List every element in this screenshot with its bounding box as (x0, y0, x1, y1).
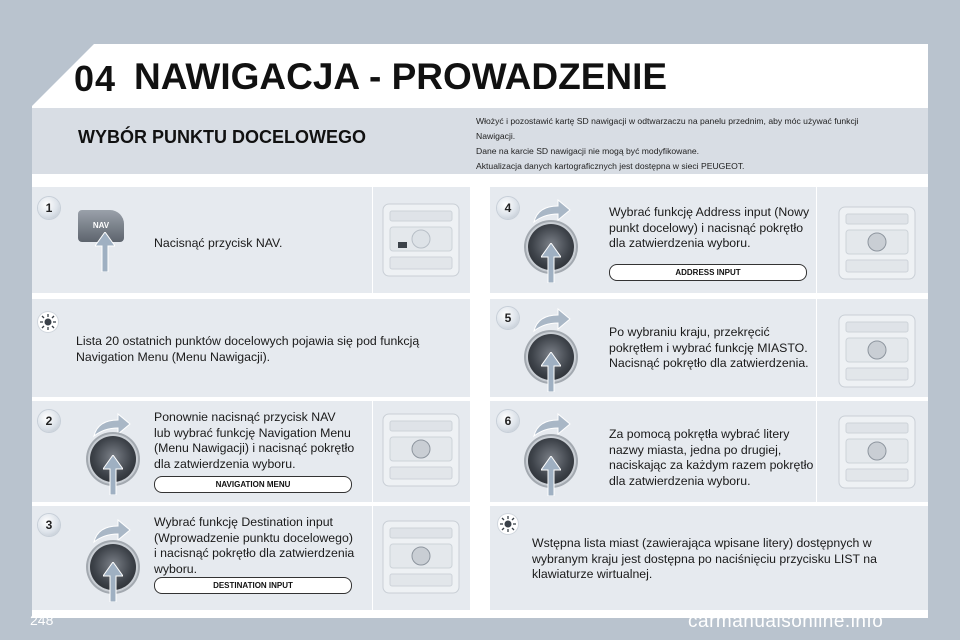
tip-1-lightbulb-icon (38, 312, 58, 332)
intro-line: Nawigacji. (476, 131, 516, 141)
step-2-badge: 2 (38, 410, 60, 432)
radio-panel-icon (838, 314, 916, 388)
step-text-line: Po wybraniu kraju, przekręcić (609, 325, 770, 339)
step-text-line: Ponownie nacisnąć przycisk NAV (154, 410, 336, 424)
step-6-badge: 6 (497, 410, 519, 432)
tip-1-text (76, 334, 419, 365)
intro-text (476, 114, 926, 174)
step-text-line: Nacisnąć przycisk NAV. (154, 236, 283, 250)
tip-text-line: wybranym kraju jest dostępna po naciśnięciu przycisku LIST na (532, 551, 877, 566)
step-3-badge: 3 (38, 514, 60, 536)
destination-input-pill: DESTINATION INPUT (154, 577, 352, 594)
step-text-line: Wybrać funkcję Address input (Nowy (609, 205, 810, 219)
section-title: WYBÓR PUNKTU DOCELOWEGO (78, 127, 366, 147)
step-6-text (609, 427, 813, 489)
step-5-text (609, 325, 809, 372)
step-text-line: (Menu Nawigacji) i nacisnąć pokrętło (154, 441, 355, 455)
step-text-line: nazwy miasta, jedna po drugiej, (609, 442, 782, 457)
step-text-line: punkt docelowy) i nacisnąć pokrętło (609, 220, 804, 235)
step-text-line: Za pomocą pokrętła wybrać litery (609, 427, 790, 441)
tip-text-line: Navigation Menu (Menu Nawigacji). (76, 349, 271, 364)
radio-panel-icon (382, 413, 460, 487)
nav-key-icon: NAV (78, 210, 124, 242)
tip-text-line: Lista 20 ostatnich punktów docelowych pojawia się pod funkcją (76, 334, 420, 348)
press-arrow-icon (103, 455, 123, 495)
turn-arrow-icon (92, 412, 132, 438)
press-arrow-icon (95, 232, 115, 272)
chapter-title: NAWIGACJA - PROWADZENIE (134, 56, 668, 97)
page-number: 248 (30, 612, 54, 628)
step-text-line: dla zatwierdzenia wyboru. (609, 236, 751, 250)
step-text-line: naciskając za każdym razem pokrętło (609, 458, 814, 472)
tip-2-lightbulb-icon (498, 514, 518, 534)
radio-panel-icon (382, 203, 460, 277)
step-text-line: dla zatwierdzenia wyboru. (154, 456, 296, 471)
press-arrow-icon (541, 243, 561, 283)
intro-line: Dane na karcie SD nawigacji nie mogą być modyfikowane. (476, 146, 700, 156)
press-arrow-icon (103, 562, 123, 602)
step-text-line: dla zatwierdzenia wyboru. (609, 473, 751, 488)
navigation-menu-pill: NAVIGATION MENU (154, 476, 352, 493)
tip-2-text (532, 536, 877, 583)
address-input-pill: ADDRESS INPUT (609, 264, 807, 281)
step-3-text (154, 515, 354, 577)
step-1-text (154, 236, 282, 252)
step-text-line: (Wprowadzenie punktu docelowego) (154, 530, 353, 545)
step-1-badge: 1 (38, 197, 60, 219)
step-2-text (154, 410, 354, 472)
step-text-line: pokrętłem i wybrać funkcję MIASTO. (609, 340, 808, 355)
press-arrow-icon (541, 352, 561, 392)
turn-arrow-icon (92, 518, 132, 544)
step-text-line: wyboru. (154, 561, 198, 576)
tip-text-line: Wstępna lista miast (zawierająca wpisane litery) dostępnych w (532, 536, 872, 550)
radio-panel-icon (838, 415, 916, 489)
intro-line: Aktualizacja danych kartograficznych jest dostępna w sieci PEUGEOT. (476, 161, 745, 171)
turn-arrow-icon (532, 198, 572, 224)
chapter-number: 04 (74, 58, 117, 99)
turn-arrow-icon (532, 307, 572, 333)
radio-panel-icon (382, 520, 460, 594)
press-arrow-icon (541, 456, 561, 496)
turn-arrow-icon (532, 412, 572, 438)
intro-line: Włożyć i pozostawić kartę SD nawigacji w odtwarzaczu na panelu przednim, aby móc używać funkcji (476, 116, 859, 126)
step-text-line: i nacisnąć pokrętło dla zatwierdzenia (154, 546, 355, 560)
step-4-badge: 4 (497, 197, 519, 219)
tip-text-line: klawiaturze wirtualnej. (532, 567, 653, 581)
watermark: carmanualsonline.info (688, 611, 884, 632)
radio-panel-icon (838, 206, 916, 280)
step-5-badge: 5 (497, 307, 519, 329)
step-text-line: Nacisnąć pokrętło dla zatwierdzenia. (609, 356, 809, 370)
step-text-line: lub wybrać funkcję Navigation Menu (154, 425, 351, 440)
step-4-text (609, 205, 809, 252)
step-text-line: Wybrać funkcję Destination input (154, 515, 333, 529)
